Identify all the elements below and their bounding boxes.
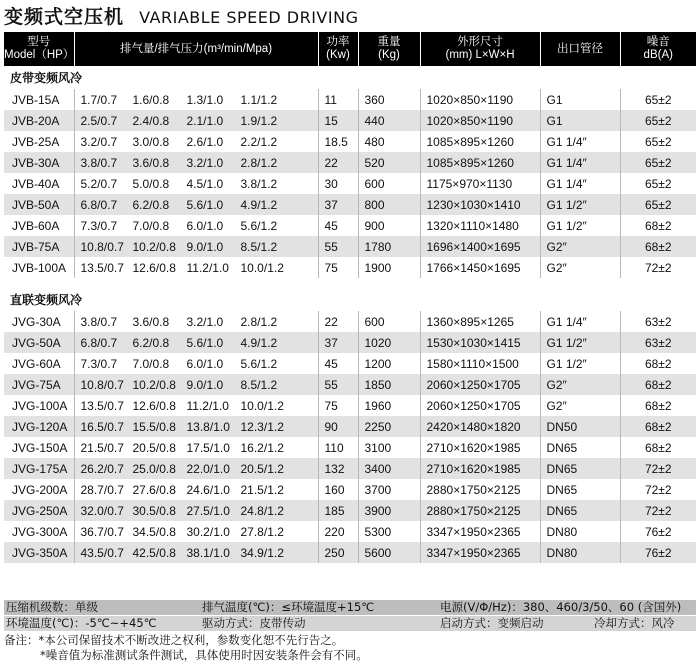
table-row — [4, 374, 696, 395]
flow-value-1: 7.3/0.7 — [80, 356, 118, 371]
flow-value-4: 1.9/1.2 — [240, 113, 278, 128]
dimension-cell: 1175×970×1130 — [420, 173, 540, 194]
flow-value-2: 10.2/0.8 — [132, 377, 176, 392]
flow-value-4: 16.2/1.2 — [240, 440, 284, 455]
weight-cell: 600 — [358, 311, 420, 332]
dimension-cell: 2060×1250×1705 — [420, 395, 540, 416]
dimension-cell: 3347×1950×2365 — [420, 542, 540, 563]
weight-cell: 600 — [358, 173, 420, 194]
spec-bar-1 — [4, 600, 696, 615]
flow-value-3: 27.5/1.0 — [186, 503, 230, 518]
flow-value-3: 5.6/1.0 — [186, 197, 224, 212]
flow-value-2: 27.6/0.8 — [132, 482, 176, 497]
outlet-cell: G1 1/4″ — [540, 131, 620, 152]
weight-cell: 1200 — [358, 353, 420, 374]
flow-cell — [74, 416, 318, 437]
power-cell: 11 — [318, 89, 358, 110]
flow-value-4: 8.5/1.2 — [240, 377, 278, 392]
power-cell: 250 — [318, 542, 358, 563]
noise-cell: 68±2 — [620, 236, 696, 257]
noise-cell: 76±2 — [620, 521, 696, 542]
flow-value-1: 1.7/0.7 — [80, 92, 118, 107]
weight-cell: 3100 — [358, 437, 420, 458]
header-noise: 噪音 dB(A) — [620, 32, 696, 66]
title-en: VARIABLE SPEED DRIVING — [139, 8, 359, 27]
weight-cell: 360 — [358, 89, 420, 110]
outlet-cell: DN65 — [540, 458, 620, 479]
model-cell: JVG-250A — [4, 500, 74, 521]
flow-cell — [74, 173, 318, 194]
flow-value-2: 42.5/0.8 — [132, 545, 176, 560]
outlet-cell: G1 — [540, 89, 620, 110]
dimension-cell: 1020×850×1190 — [420, 110, 540, 131]
dimension-cell: 1766×1450×1695 — [420, 257, 540, 278]
flow-value-3: 6.0/1.0 — [186, 356, 224, 371]
flow-value-1: 6.8/0.7 — [80, 335, 118, 350]
exhaust-temperature: 排气温度(℃)：≤环境温度+15℃ — [202, 600, 375, 614]
power-cell: 15 — [318, 110, 358, 131]
noise-cell: 72±2 — [620, 458, 696, 479]
power-cell: 160 — [318, 479, 358, 500]
outlet-cell: G1 1/2″ — [540, 215, 620, 236]
flow-value-3: 2.1/1.0 — [186, 113, 224, 128]
model-cell: JVB-15A — [4, 89, 74, 110]
outlet-cell: DN65 — [540, 437, 620, 458]
flow-cell — [74, 521, 318, 542]
model-cell: JVG-150A — [4, 437, 74, 458]
flow-value-2: 34.5/0.8 — [132, 524, 176, 539]
model-cell: JVB-25A — [4, 131, 74, 152]
dimension-cell: 1020×850×1190 — [420, 89, 540, 110]
flow-value-3: 13.8/1.0 — [186, 419, 230, 434]
weight-cell: 800 — [358, 194, 420, 215]
flow-cell — [74, 110, 318, 131]
flow-cell — [74, 257, 318, 278]
flow-cell — [74, 542, 318, 563]
dimension-cell: 2710×1620×1985 — [420, 437, 540, 458]
flow-value-2: 10.2/0.8 — [132, 239, 176, 254]
dimension-cell: 1085×895×1260 — [420, 152, 540, 173]
weight-cell: 5300 — [358, 521, 420, 542]
flow-value-4: 4.9/1.2 — [240, 197, 278, 212]
header-outlet: 出口管径 — [540, 32, 620, 66]
power-cell: 37 — [318, 332, 358, 353]
flow-value-4: 24.8/1.2 — [240, 503, 284, 518]
flow-value-1: 21.5/0.7 — [80, 440, 124, 455]
flow-cell — [74, 395, 318, 416]
table-row — [4, 542, 696, 563]
model-cell: JVG-100A — [4, 395, 74, 416]
flow-value-1: 36.7/0.7 — [80, 524, 124, 539]
table-row — [4, 110, 696, 131]
weight-cell: 1020 — [358, 332, 420, 353]
flow-value-2: 15.5/0.8 — [132, 419, 176, 434]
flow-value-4: 34.9/1.2 — [240, 545, 284, 560]
flow-value-2: 5.0/0.8 — [132, 176, 170, 191]
noise-cell: 65±2 — [620, 152, 696, 173]
flow-value-2: 3.6/0.8 — [132, 314, 170, 329]
flow-value-3: 11.2/1.0 — [186, 260, 229, 275]
model-cell: JVG-60A — [4, 353, 74, 374]
flow-value-1: 10.8/0.7 — [80, 377, 124, 392]
table-row — [4, 479, 696, 500]
flow-cell — [74, 215, 318, 236]
model-cell: JVG-350A — [4, 542, 74, 563]
flow-value-1: 43.5/0.7 — [80, 545, 124, 560]
noise-cell: 65±2 — [620, 110, 696, 131]
flow-value-1: 3.8/0.7 — [80, 155, 118, 170]
flow-cell — [74, 374, 318, 395]
noise-cell: 76±2 — [620, 542, 696, 563]
power-cell: 75 — [318, 395, 358, 416]
flow-value-3: 1.3/1.0 — [186, 92, 224, 107]
power-cell: 75 — [318, 257, 358, 278]
outlet-cell: DN65 — [540, 500, 620, 521]
weight-cell: 1960 — [358, 395, 420, 416]
power-cell: 45 — [318, 353, 358, 374]
outlet-cell: G1 1/2″ — [540, 194, 620, 215]
flow-value-2: 6.2/0.8 — [132, 197, 170, 212]
flow-value-3: 11.2/1.0 — [186, 398, 229, 413]
flow-value-1: 5.2/0.7 — [80, 176, 118, 191]
flow-value-3: 3.2/1.0 — [186, 155, 224, 170]
table-row — [4, 416, 696, 437]
weight-cell: 3900 — [358, 500, 420, 521]
flow-value-4: 10.0/1.2 — [240, 398, 284, 413]
header-dimensions: 外形尺寸 (mm) L×W×H — [420, 32, 540, 66]
flow-value-4: 10.0/1.2 — [240, 260, 284, 275]
noise-cell: 72±2 — [620, 479, 696, 500]
flow-value-1: 28.7/0.7 — [80, 482, 124, 497]
section-title: 直联变频风冷 — [4, 288, 696, 311]
flow-value-1: 32.0/0.7 — [80, 503, 124, 518]
flow-value-3: 9.0/1.0 — [186, 239, 224, 254]
flow-value-4: 3.8/1.2 — [240, 176, 278, 191]
header-power: 功率 (Kw) — [318, 32, 358, 66]
power-supply: 电源(V/Φ/Hz)：380、460/3/50、60 (含国外) — [440, 600, 682, 614]
flow-value-4: 20.5/1.2 — [240, 461, 284, 476]
flow-cell — [74, 479, 318, 500]
noise-cell: 68±2 — [620, 374, 696, 395]
weight-cell: 520 — [358, 152, 420, 173]
model-cell: JVG-120A — [4, 416, 74, 437]
table-row — [4, 458, 696, 479]
weight-cell: 480 — [358, 131, 420, 152]
power-cell: 18.5 — [318, 131, 358, 152]
flow-value-2: 12.6/0.8 — [132, 398, 176, 413]
note-line-2: *噪音值为标准测试条件测试，具体使用时因安装条件会有不同。 — [40, 648, 368, 662]
model-cell: JVG-300A — [4, 521, 74, 542]
noise-cell: 63±2 — [620, 332, 696, 353]
outlet-cell: G1 — [540, 110, 620, 131]
outlet-cell: G1 1/4″ — [540, 173, 620, 194]
model-cell: JVG-30A — [4, 311, 74, 332]
flow-value-2: 3.0/0.8 — [132, 134, 170, 149]
table-row — [4, 257, 696, 278]
power-cell: 90 — [318, 416, 358, 437]
power-cell: 45 — [318, 215, 358, 236]
power-cell: 22 — [318, 311, 358, 332]
flow-value-3: 22.0/1.0 — [186, 461, 230, 476]
cooling-method: 冷却方式：风冷 — [594, 616, 675, 630]
weight-cell: 5600 — [358, 542, 420, 563]
noise-cell: 68±2 — [620, 395, 696, 416]
flow-cell — [74, 437, 318, 458]
section-direct-drive — [4, 288, 696, 563]
flow-cell — [74, 332, 318, 353]
outlet-cell: G1 1/4″ — [540, 311, 620, 332]
flow-value-2: 2.4/0.8 — [132, 113, 170, 128]
model-cell: JVB-75A — [4, 236, 74, 257]
table-row — [4, 395, 696, 416]
model-cell: JVG-50A — [4, 332, 74, 353]
flow-value-2: 6.2/0.8 — [132, 335, 170, 350]
flow-value-3: 6.0/1.0 — [186, 218, 224, 233]
flow-cell — [74, 131, 318, 152]
flow-value-3: 4.5/1.0 — [186, 176, 224, 191]
power-cell: 132 — [318, 458, 358, 479]
flow-value-2: 1.6/0.8 — [132, 92, 170, 107]
model-cell: JVB-40A — [4, 173, 74, 194]
flow-cell — [74, 194, 318, 215]
flow-value-3: 24.6/1.0 — [186, 482, 230, 497]
compressor-stages: 压缩机级数：单级 — [6, 600, 98, 614]
flow-value-4: 5.6/1.2 — [240, 356, 278, 371]
outlet-cell: G1 1/4″ — [540, 152, 620, 173]
noise-cell: 68±2 — [620, 353, 696, 374]
table-row — [4, 152, 696, 173]
flow-value-1: 6.8/0.7 — [80, 197, 118, 212]
weight-cell: 1900 — [358, 257, 420, 278]
header-flow: 排气量/排气压力(m³/min/Mpa) — [74, 32, 318, 66]
power-cell: 110 — [318, 437, 358, 458]
flow-cell — [74, 353, 318, 374]
spec-bar-2 — [4, 616, 696, 631]
flow-value-3: 17.5/1.0 — [186, 440, 230, 455]
flow-value-1: 7.3/0.7 — [80, 218, 118, 233]
model-cell: JVB-30A — [4, 152, 74, 173]
flow-cell — [74, 89, 318, 110]
power-cell: 185 — [318, 500, 358, 521]
flow-value-3: 2.6/1.0 — [186, 134, 224, 149]
weight-cell: 440 — [358, 110, 420, 131]
model-cell: JVG-200A — [4, 479, 74, 500]
dimension-cell: 2420×1480×1820 — [420, 416, 540, 437]
flow-value-3: 3.2/1.0 — [186, 314, 224, 329]
weight-cell: 3400 — [358, 458, 420, 479]
flow-cell — [74, 458, 318, 479]
weight-cell: 3700 — [358, 479, 420, 500]
outlet-cell: G1 1/2″ — [540, 332, 620, 353]
power-cell: 220 — [318, 521, 358, 542]
power-cell: 55 — [318, 236, 358, 257]
outlet-cell: G2″ — [540, 395, 620, 416]
flow-value-2: 3.6/0.8 — [132, 155, 170, 170]
outlet-cell: G1 1/2″ — [540, 353, 620, 374]
flow-value-1: 13.5/0.7 — [80, 398, 124, 413]
flow-value-4: 12.3/1.2 — [240, 419, 284, 434]
dimension-cell: 1320×1110×1480 — [420, 215, 540, 236]
power-cell: 30 — [318, 173, 358, 194]
page-title — [4, 2, 358, 32]
flow-value-4: 4.9/1.2 — [240, 335, 278, 350]
flow-value-1: 3.2/0.7 — [80, 134, 118, 149]
table-row — [4, 194, 696, 215]
flow-value-3: 9.0/1.0 — [186, 377, 224, 392]
spec-table — [4, 32, 696, 563]
header-model: 型号 Model（HP） — [4, 32, 74, 66]
noise-cell: 68±2 — [620, 215, 696, 236]
weight-cell: 1850 — [358, 374, 420, 395]
dimension-cell: 1530×1030×1415 — [420, 332, 540, 353]
section-belt-drive — [4, 66, 696, 278]
outlet-cell: G2″ — [540, 374, 620, 395]
flow-value-2: 30.5/0.8 — [132, 503, 176, 518]
dimension-cell: 2710×1620×1985 — [420, 458, 540, 479]
flow-cell — [74, 311, 318, 332]
dimension-cell: 3347×1950×2365 — [420, 521, 540, 542]
noise-cell: 65±2 — [620, 89, 696, 110]
start-method: 启动方式：变频启动 — [440, 616, 544, 630]
flow-value-4: 1.1/1.2 — [240, 92, 278, 107]
dimension-cell: 1696×1400×1695 — [420, 236, 540, 257]
model-cell: JVB-100A — [4, 257, 74, 278]
flow-value-4: 27.8/1.2 — [240, 524, 284, 539]
flow-value-4: 2.8/1.2 — [240, 155, 278, 170]
table-row — [4, 437, 696, 458]
ambient-temperature: 环境温度(℃)：-5℃~+45℃ — [6, 616, 157, 630]
outlet-cell: DN80 — [540, 521, 620, 542]
flow-value-1: 2.5/0.7 — [80, 113, 118, 128]
table-row — [4, 521, 696, 542]
title-cn: 变频式空压机 — [4, 6, 125, 28]
noise-cell: 72±2 — [620, 257, 696, 278]
flow-value-4: 2.2/1.2 — [240, 134, 278, 149]
flow-value-4: 2.8/1.2 — [240, 314, 278, 329]
outlet-cell: G2″ — [540, 236, 620, 257]
flow-value-2: 12.6/0.8 — [132, 260, 176, 275]
dimension-cell: 2060×1250×1705 — [420, 374, 540, 395]
model-cell: JVB-20A — [4, 110, 74, 131]
model-cell: JVG-75A — [4, 374, 74, 395]
flow-cell — [74, 236, 318, 257]
weight-cell: 2250 — [358, 416, 420, 437]
noise-cell: 65±2 — [620, 194, 696, 215]
dimension-cell: 1360×895×1265 — [420, 311, 540, 332]
power-cell: 37 — [318, 194, 358, 215]
table-row — [4, 215, 696, 236]
flow-value-4: 5.6/1.2 — [240, 218, 278, 233]
noise-cell: 65±2 — [620, 173, 696, 194]
model-cell: JVB-60A — [4, 215, 74, 236]
table-row — [4, 89, 696, 110]
model-cell: JVG-175A — [4, 458, 74, 479]
dimension-cell: 2880×1750×2125 — [420, 500, 540, 521]
dimension-cell: 1580×1110×1500 — [420, 353, 540, 374]
table-row — [4, 311, 696, 332]
flow-value-2: 25.0/0.8 — [132, 461, 176, 476]
flow-value-4: 8.5/1.2 — [240, 239, 278, 254]
weight-cell: 1780 — [358, 236, 420, 257]
table-header-row — [4, 32, 696, 66]
flow-value-3: 30.2/1.0 — [186, 524, 230, 539]
flow-value-1: 3.8/0.7 — [80, 314, 118, 329]
weight-cell: 900 — [358, 215, 420, 236]
outlet-cell: DN80 — [540, 542, 620, 563]
noise-cell: 65±2 — [620, 131, 696, 152]
flow-value-2: 20.5/0.8 — [132, 440, 176, 455]
table-row — [4, 353, 696, 374]
outlet-cell: DN65 — [540, 479, 620, 500]
flow-cell — [74, 152, 318, 173]
table-row — [4, 236, 696, 257]
outlet-cell: DN50 — [540, 416, 620, 437]
table-row — [4, 131, 696, 152]
flow-value-1: 16.5/0.7 — [80, 419, 124, 434]
flow-value-4: 21.5/1.2 — [240, 482, 284, 497]
outlet-cell: G2″ — [540, 257, 620, 278]
table-row — [4, 173, 696, 194]
flow-value-2: 7.0/0.8 — [132, 356, 170, 371]
flow-cell — [74, 500, 318, 521]
dimension-cell: 1230×1030×1410 — [420, 194, 540, 215]
section-title: 皮带变频风冷 — [4, 66, 696, 89]
dimension-cell: 1085×895×1260 — [420, 131, 540, 152]
flow-value-1: 13.5/0.7 — [80, 260, 124, 275]
section-spacer — [4, 278, 696, 288]
flow-value-3: 5.6/1.0 — [186, 335, 224, 350]
noise-cell: 68±2 — [620, 416, 696, 437]
header-weight: 重量 (Kg) — [358, 32, 420, 66]
power-cell: 22 — [318, 152, 358, 173]
noise-cell: 72±2 — [620, 500, 696, 521]
flow-value-1: 26.2/0.7 — [80, 461, 124, 476]
drive-method: 驱动方式：皮带传动 — [202, 616, 306, 630]
power-cell: 55 — [318, 374, 358, 395]
model-cell: JVB-50A — [4, 194, 74, 215]
table-row — [4, 500, 696, 521]
note-line-1: 备注：*本公司保留技术不断改进之权利，参数变化恕不先行告之。 — [4, 633, 344, 647]
table-row — [4, 332, 696, 353]
flow-value-3: 38.1/1.0 — [186, 545, 230, 560]
flow-value-2: 7.0/0.8 — [132, 218, 170, 233]
dimension-cell: 2880×1750×2125 — [420, 479, 540, 500]
noise-cell: 68±2 — [620, 437, 696, 458]
flow-value-1: 10.8/0.7 — [80, 239, 124, 254]
noise-cell: 63±2 — [620, 311, 696, 332]
